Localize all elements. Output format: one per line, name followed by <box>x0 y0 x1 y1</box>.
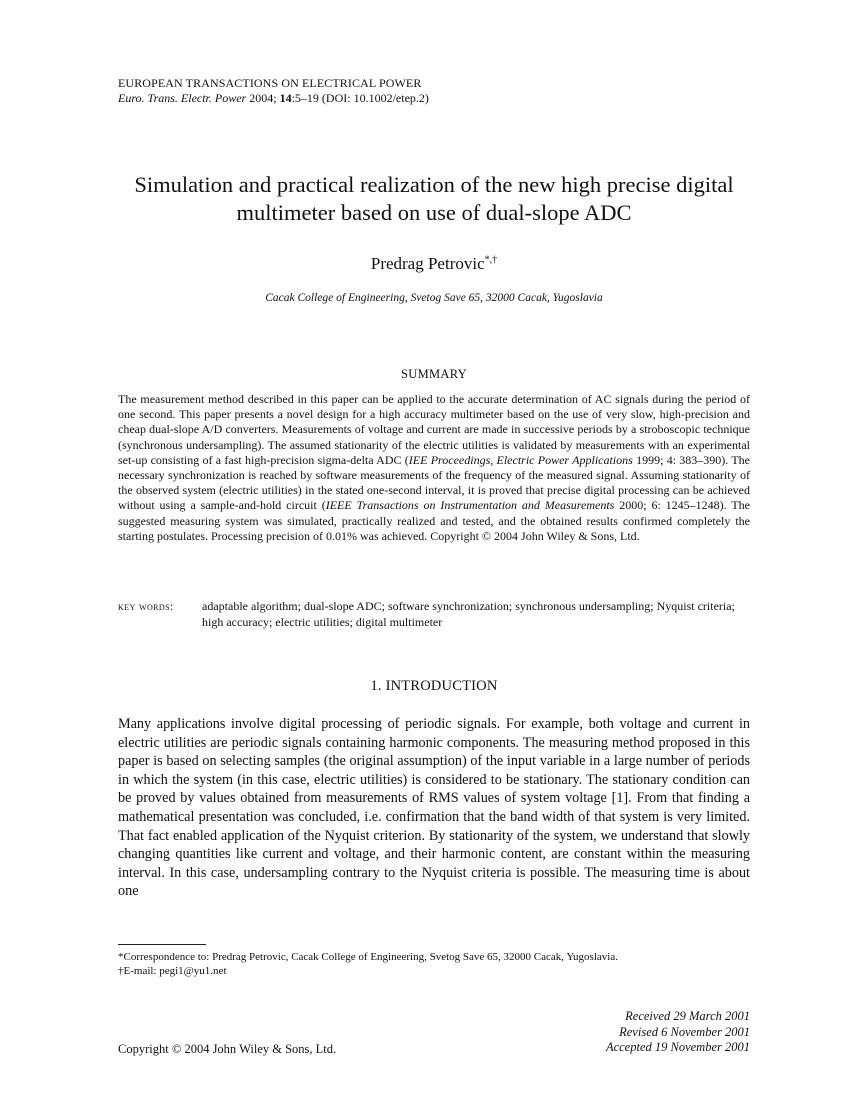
summary-heading: SUMMARY <box>400 367 467 381</box>
journal-header <box>118 76 429 106</box>
received-date: Received 29 March 2001 <box>625 1009 750 1023</box>
summary-part-1: The measurement method described in this paper can be applied to the accurate determination of AC signals during the period of one second. This paper presents a novel design for a high accuracy multimeter based on the use of very slow, high-precision and cheap dual-slope A/D converters. Measurements of voltage and current are made in successive periods by a stroboscopic technique (synchronous undersampling). The assumed stationarity of the electric utilities is validated by measurements with an experimental set-up consisting of a fast high-precision sigma-delta ADC ( <box>118 392 750 467</box>
footnotes <box>118 950 750 978</box>
footnote-rule <box>118 944 206 945</box>
accepted-date: Accepted 19 November 2001 <box>605 1040 750 1054</box>
citation-volume: 14 <box>279 91 292 105</box>
introduction-text: Many applications involve digital processing of periodic signals. For example, both voltage and current in electric utilities are periodic signals containing harmonic components. The measuring method proposed in this paper is based on selecting samples (the original assumption) of the input variable in a large number of periods in which the system (in this case, electric utilities) is considered to be stationary. The stationary condition can be proved by values obtained from measurements of RMS values of system voltage [1]. From that finding a mathematical presentation was concluded, i.e. confirmation that the band width of that system is very limited. That fact enabled application of the Nyquist criterion. By stationarity of the system, we understand that slowly changing quantities like current and voltage, and their harmonic content, are constant within the measuring interval. In this case, undersampling contrary to the Nyquist criteria is possible. The measuring time is about one <box>118 716 750 900</box>
keywords <box>118 599 750 630</box>
journal-citation <box>118 91 429 106</box>
summary-part-2: 1999; 4: 383–390). The necessary synchronization is reached by software measurements of the frequency of the measured signal. Assuming stationarity of the observed system (electric utilities) in the stated one-second interval, it is proved that precise digital processing can be achieved without using a sample-and-hold circuit ( <box>118 452 750 513</box>
summary-part-3: 2000; 6: 1245–1248). The suggested measuring system was simulated, practically realized and tested, and the obtained results confirmed completely the starting postulates. Processing precision of 0.01% was achieved. Copyright © 2004 John Wiley & Sons, Ltd. <box>118 498 750 543</box>
footnote-correspondence: *Correspondence to: Predrag Petrovic, Cacak College of Engineering, Svetog Save 65, 32000 Cacak, Yugoslavia. <box>118 951 618 963</box>
author-marks: *,† <box>484 254 498 266</box>
author-name: Predrag Petrovic <box>370 254 485 273</box>
affiliation: Cacak College of Engineering, Svetog Save 65, 32000 Cacak, Yugoslavia <box>265 292 603 304</box>
citation-pages: :5–19 (DOI: 10.1002/etep.2) <box>291 91 429 105</box>
paper-title: Simulation and practical realization of the new high precise digital multimeter based on use of dual-slope ADC <box>134 172 734 225</box>
author <box>0 254 868 274</box>
revised-date: Revised 6 November 2001 <box>619 1024 750 1039</box>
citation-year: 2004; <box>246 91 280 105</box>
submission-dates <box>606 1009 750 1056</box>
summary-text <box>118 392 750 544</box>
citation-journal: Euro. Trans. Electr. Power <box>118 91 247 105</box>
keywords-label: key words: <box>118 599 174 613</box>
journal-name: EUROPEAN TRANSACTIONS ON ELECTRICAL POWER <box>118 76 422 90</box>
introduction-heading: 1. INTRODUCTION <box>370 678 498 694</box>
footnote-email: †E-mail: pegi1@yu1.net <box>118 965 227 977</box>
summary-ref-2: IEEE Transactions on Instrumentation and Measurements <box>325 498 615 513</box>
keywords-text: adaptable algorithm; dual-slope ADC; software synchronization; synchronous undersampling; Nyquist criteria; high accuracy; electric utilities; digital multimeter <box>202 599 735 629</box>
copyright-notice: Copyright © 2004 John Wiley & Sons, Ltd. <box>118 1042 337 1056</box>
summary-ref-1: IEE Proceedings, Electric Power Applications <box>408 452 633 467</box>
